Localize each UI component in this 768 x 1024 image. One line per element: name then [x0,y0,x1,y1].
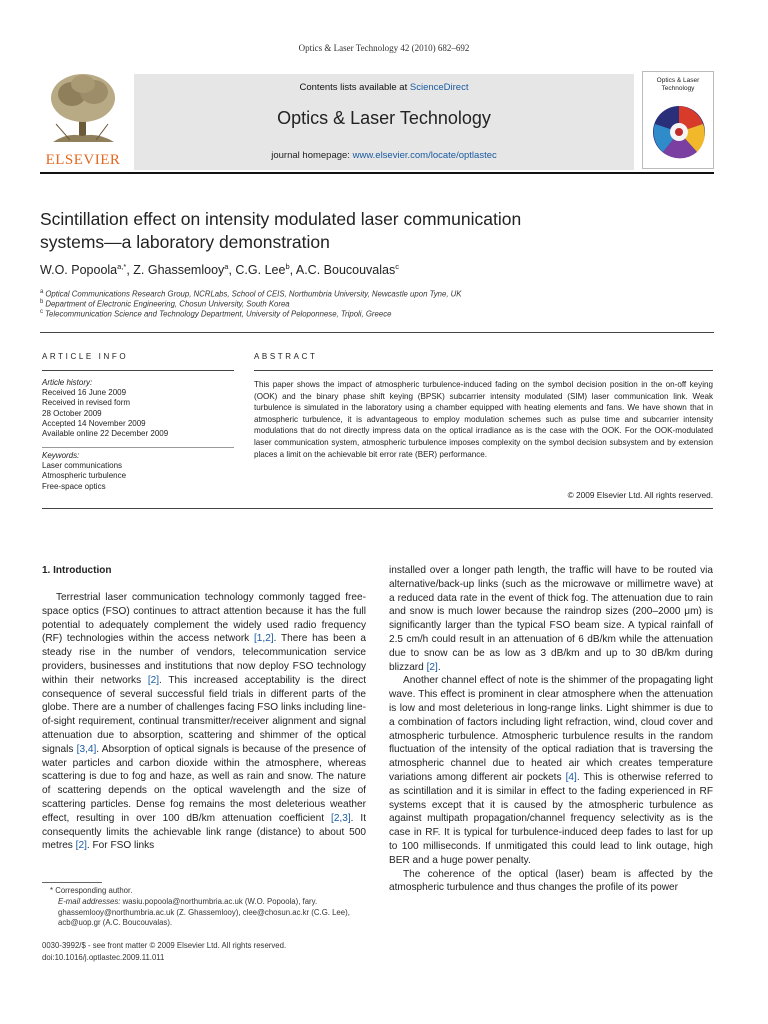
citation-link[interactable]: [2,3] [331,812,351,824]
contents-prefix: Contents lists available at [299,82,410,93]
journal-masthead [40,68,714,170]
author[interactable]: A.C. Boucouvalas$^c$ [295,262,399,278]
history-item: Received in revised form [42,398,131,408]
homepage-line [134,150,634,161]
article-title-line-2: systems—a laboratory demonstration [40,232,330,252]
journal-citation: Optics & Laser Technology 42 (2010) 682–692 [298,43,470,53]
keyword: Free-space optics [42,481,106,491]
contents-line [134,82,634,93]
affiliation: $^c$ Telecommunication Science and Technology Department, University of Peloponnese, Tripoli, Greece [40,309,392,319]
paragraph: The coherence of the optical (laser) beam is affected by the atmospheric turbulence and thus changes the profile of its power [389,868,713,894]
paragraph: Another channel effect of note is the shimmer of the propagating light wave. This effect is prominent in clear atmosphere when the attenuation is low and most deleterious in long-range links. Light shimmer is due to a combination of factors including light refraction, wind, cloud cover and atmospheric turbulence. Atmospheric turbulence results in the random fluctuation of the intensity of the optical radiation that is traversing the atmospheric channel due to heated air which creates temperature variations among different air pockets [4]. This is otherwise referred to as scintillation and it is similar in effect to the fading experienced in RF systems except that it is caused by the atmospheric turbulence as against multipath propagation/channel frequency selectivity as is the case in RF. It is typical for turbulence-induced deep fades to last for up to 100 milliseconds. If unmitigated this could lead to link outage, high BER and a huge power penalty. [389,675,713,866]
email-addresses: E-mail addresses: wasiu.popoola@northumbria.ac.uk (W.O. Popoola), fary. ghassemlooy@northumbria.ac.uk (Z. Ghassemlooy), clee@chosun.ac.kr (C.G. Lee), acb@uop.gr (A.C. Boucouvalas). [58,896,350,928]
history-item: 28 October 2009 [42,408,102,418]
homepage-link[interactable]: www.elsevier.com/locate/optlastec [352,150,497,161]
journal-cover [642,71,714,169]
elsevier-tree-icon [48,72,118,146]
article-info-heading: ARTICLE INFO [42,352,129,361]
author-list: W.O. Popoola$^{a,*}$, Z. Ghassemlooy$^a$, C.G. Lee$^b$, A.C. Boucouvalas$^c$ [40,262,399,278]
article-title [40,208,640,254]
issn-line: 0030-3992/$ - see front matter © 2009 Elsevier Ltd. All rights reserved. [42,941,287,950]
article-info-rule [42,370,234,371]
cover-title-line-2: Technology [661,85,695,92]
history-item: Accepted 14 November 2009 [42,418,146,428]
history-item: Available online 22 December 2009 [42,429,169,439]
masthead-rule [40,172,714,174]
citation-link[interactable]: [2] [426,661,438,673]
cover-title [643,77,713,93]
header-divider [40,332,714,333]
abstract-text: This paper shows the impact of atmospheric turbulence-induced fading on the symbol decision position in the on-off keying (OOK) and the binary phase shift keying (BPSK) subcarrier intensity modulated (SIM) laser communication link. Weak turbulence is simulated in the laboratory using a chamber equipped with heating elements and fans. We have shown that in atmospheric turbulence, it is advantageous to employ modulation schemes such as pulse time and subcarrier intensity modulations that do not directly impress data on the optical irradiance as is the case with the OOK. For the OOK-modulated laser communication system, atmospheric turbulence imposes complexity on the symbol decision subsystem and by extension places a limit on the achievable bit error rate (BER) performance. [254,380,713,459]
corresponding-author-note: * Corresponding author. [50,886,133,895]
info-divider [42,447,234,448]
cover-art-image [649,96,709,166]
cover-title-line-1: Optics & Laser [656,77,700,84]
keywords [42,451,126,492]
author[interactable]: Z. Ghassemlooy$^a$ [133,262,229,278]
keywords-label: Keywords: [42,451,80,460]
article-history [42,378,168,439]
citation-link[interactable]: [3,4] [76,743,97,755]
citation-link[interactable]: [1,2] [254,633,274,645]
abstract-rule [254,370,713,371]
footnote [42,886,366,929]
elsevier-logo [40,72,126,168]
history-item: Received 16 June 2009 [42,388,127,398]
paragraph: installed over a longer path length, the traffic will have to be routed via alternative/back-up links (such as the microwave or millimetre wave) at a reduced data rate in the event of thick fog. The attenuation due to rain and snow is much lower because the raindrop sizes (200–2000 μm) is significantly larger than the typical FSO beam size. A typical rainfall of 2.5 cm/h could result in an attenuation of 6 dB/km while the attenuation due to snow can be as low as 3 dB/km and up to 30 dB/km during blizzard [2]. [389,565,713,673]
author[interactable]: C.G. Lee$^b$ [235,262,290,278]
citation-link[interactable]: [2] [147,674,160,686]
abstract-copyright: © 2009 Elsevier Ltd. All rights reserved. [567,490,713,500]
keyword: Atmospheric turbulence [42,471,127,481]
abstract-heading: ABSTRACT [254,352,318,361]
bottom-metadata [42,940,286,964]
elsevier-wordmark: ELSEVIER [45,152,121,168]
journal-title: Optics & Laser Technology [277,108,491,128]
citation-link[interactable]: [4] [565,771,577,783]
journal-info-box [134,74,634,170]
author[interactable]: W.O. Popoola$^{a,*}$ [40,262,127,278]
section-heading-introduction: 1. Introduction [42,565,112,576]
paragraph: Terrestrial laser communication technology commonly tagged free-space optics (FSO) continues to attract attention because it has the full potential to adequately complement the widely used radio frequency (RF) technologies within the access network [1,2]. There has been a steady rise in the number of vendors, telecommunication service providers, businesses and institutions that now deploy FSO technology within their networks [2]. This increased acceptability is the direct consequence of several successful field trials in different parts of the globe. There are a number of challenges facing FSO links including line-of-sight requirement, continual transmitter/receiver alignment and signal attenuation due to absorption, scattering and shimmer of the optical signals [3,4]. Absorption of optical signals is because of the presence of water particles and carbon dioxide within the atmosphere, whereas scattering is due to fog and haze, as well as rain and snow. The nature of scattering depends on the optical wavelength and the size of scattering particles. Dense fog remains the most deleterious weather effect, resulting in over 100 dB/km attenuation coefficient [2,3]. It consequently limits the achievable link range (distance) to about 500 metres [2]. For FSO links [42,592,366,852]
footnote-rule [42,882,102,883]
keyword: Laser communications [42,461,123,471]
body-column-right [389,564,713,895]
body-column-left [42,591,366,853]
homepage-prefix: journal homepage: [271,150,353,161]
sciencedirect-link[interactable]: ScienceDirect [409,82,469,93]
doi-link[interactable]: doi:10.1016/j.optlastec.2009.11.011 [42,953,165,962]
affiliation: $^a$ Optical Communications Research Group, NCRLabs, School of CEIS, Northumbria University, Newcastle upon Tyne, UK [40,289,462,299]
history-label: Article history: [42,378,93,387]
citation-link[interactable]: [2] [75,840,87,852]
article-title-line-1: Scintillation effect on intensity modulated laser communication [40,209,522,229]
affiliation: $^b$ Department of Electronic Engineering, Chosun University, South Korea [40,299,290,309]
abstract-bottom-rule [42,508,713,509]
